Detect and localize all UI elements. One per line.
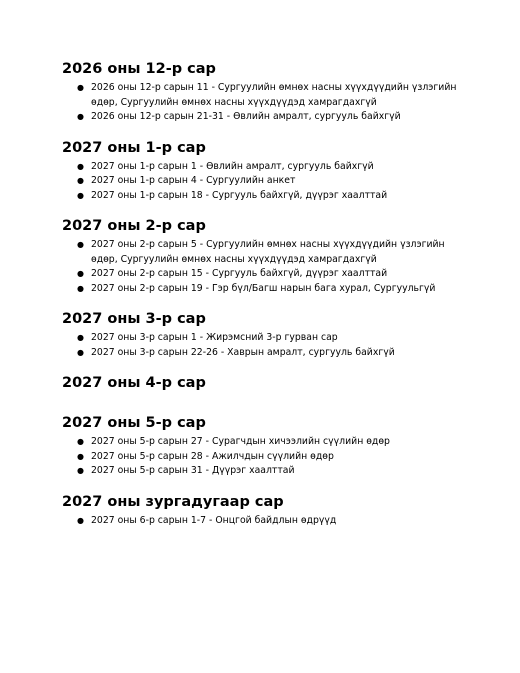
event-item [62, 514, 464, 529]
event-item [62, 267, 464, 282]
bullet-icon: ● [77, 437, 84, 446]
bullet-icon: ● [77, 161, 84, 171]
event-text: 2026 оны 12-р сарын 21-31 - Өвлийн амралт, сургууль байхгүй [91, 111, 401, 122]
bullet-icon: ● [77, 240, 84, 249]
event-text: 2027 оны 1-р сарын 1 - Өвлийн амралт, сургууль байхгүй [91, 160, 374, 172]
month-section [62, 310, 464, 360]
bullet-icon: ● [77, 83, 84, 92]
event-text: 2027 оны 3-р сарын 22-26 - Хаврын амралт, сургууль байхгүй [91, 346, 395, 358]
month-heading: 2027 оны 1-р сар [62, 139, 206, 156]
event-text: 2027 оны 2-р сарын 5 - Сургуулийн өмнөх насны хүүхдүүдийн үзлэгийн өдөр, Сургуулийн өмнөх насны хүүхдүүдэд хамрагдахгүй [91, 239, 445, 265]
event-item [62, 450, 464, 465]
event-item [62, 435, 464, 450]
month-section [62, 139, 464, 204]
event-list [62, 238, 464, 296]
bullet-icon: ● [77, 347, 84, 357]
month-heading: 2027 оны 2-р сар [62, 218, 206, 234]
event-list [62, 160, 464, 204]
event-text: 2027 оны 5-р сарын 31 - Дүүрэг хаалттай [91, 465, 295, 476]
month-section [62, 60, 464, 125]
event-text: 2027 оны 5-р сарын 28 - Ажилчдын сүүлийн өдөр [91, 450, 334, 462]
event-text: 2027 оны 1-р сарын 18 - Сургууль байхгүй, дүүрэг хаалттай [91, 189, 388, 201]
bullet-icon: ● [77, 515, 84, 525]
bullet-icon: ● [77, 333, 84, 342]
month-section [62, 374, 464, 392]
bullet-icon: ● [77, 466, 84, 475]
event-item [62, 238, 464, 267]
month-section [62, 493, 464, 529]
event-item [62, 331, 464, 346]
event-text: 2027 оны 1-р сарын 4 - Сургуулийн анкет [91, 175, 296, 186]
event-text: 2027 оны 6-р сарын 1-7 - Онцгой байдлын өдрүүд [91, 514, 337, 526]
event-item [62, 160, 464, 175]
bullet-icon: ● [77, 176, 84, 185]
month-section [62, 414, 464, 479]
bullet-icon: ● [77, 451, 84, 461]
month-heading: 2027 оны 3-р сар [62, 311, 206, 327]
event-text: 2027 оны 2-р сарын 15 - Сургууль байхгүй, дүүрэг хаалттай [91, 268, 388, 279]
event-item [62, 110, 464, 125]
event-item [62, 189, 464, 204]
event-item [62, 174, 464, 189]
event-list [62, 435, 464, 479]
month-heading: 2027 оны зургадугаар сар [62, 493, 284, 510]
month-heading: 2027 оны 4-р сар [62, 375, 206, 391]
bullet-icon: ● [77, 283, 84, 293]
event-text: 2026 оны 12-р сарын 11 - Сургуулийн өмнөх насны хүүхдүүдийн үзлэгийн өдөр, Сургуулийн өмнөх насны хүүхдүүдэд хамрагдахгүй [91, 82, 457, 108]
event-text: 2027 оны 3-р сарын 1 - Жирэмсний 3-р гурван сар [91, 332, 338, 343]
bullet-icon: ● [77, 269, 84, 278]
month-heading: 2026 оны 12-р сар [62, 61, 216, 77]
event-list [62, 81, 464, 125]
event-item [62, 346, 464, 361]
event-item [62, 464, 464, 479]
event-list [62, 331, 464, 360]
month-heading: 2027 оны 5-р сар [62, 415, 206, 431]
bullet-icon: ● [77, 112, 84, 121]
calendar-sections [62, 60, 464, 528]
event-text: 2027 оны 5-р сарын 27 - Сурагчдын хичээлийн сүүлийн өдөр [91, 436, 390, 447]
bullet-icon: ● [77, 190, 84, 200]
event-text: 2027 оны 2-р сарын 19 - Гэр бүл/Багш нарын бага хурал, Сургуульгүй [91, 282, 436, 294]
event-list [62, 514, 464, 529]
month-section [62, 217, 464, 296]
event-item [62, 282, 464, 297]
event-item [62, 81, 464, 110]
